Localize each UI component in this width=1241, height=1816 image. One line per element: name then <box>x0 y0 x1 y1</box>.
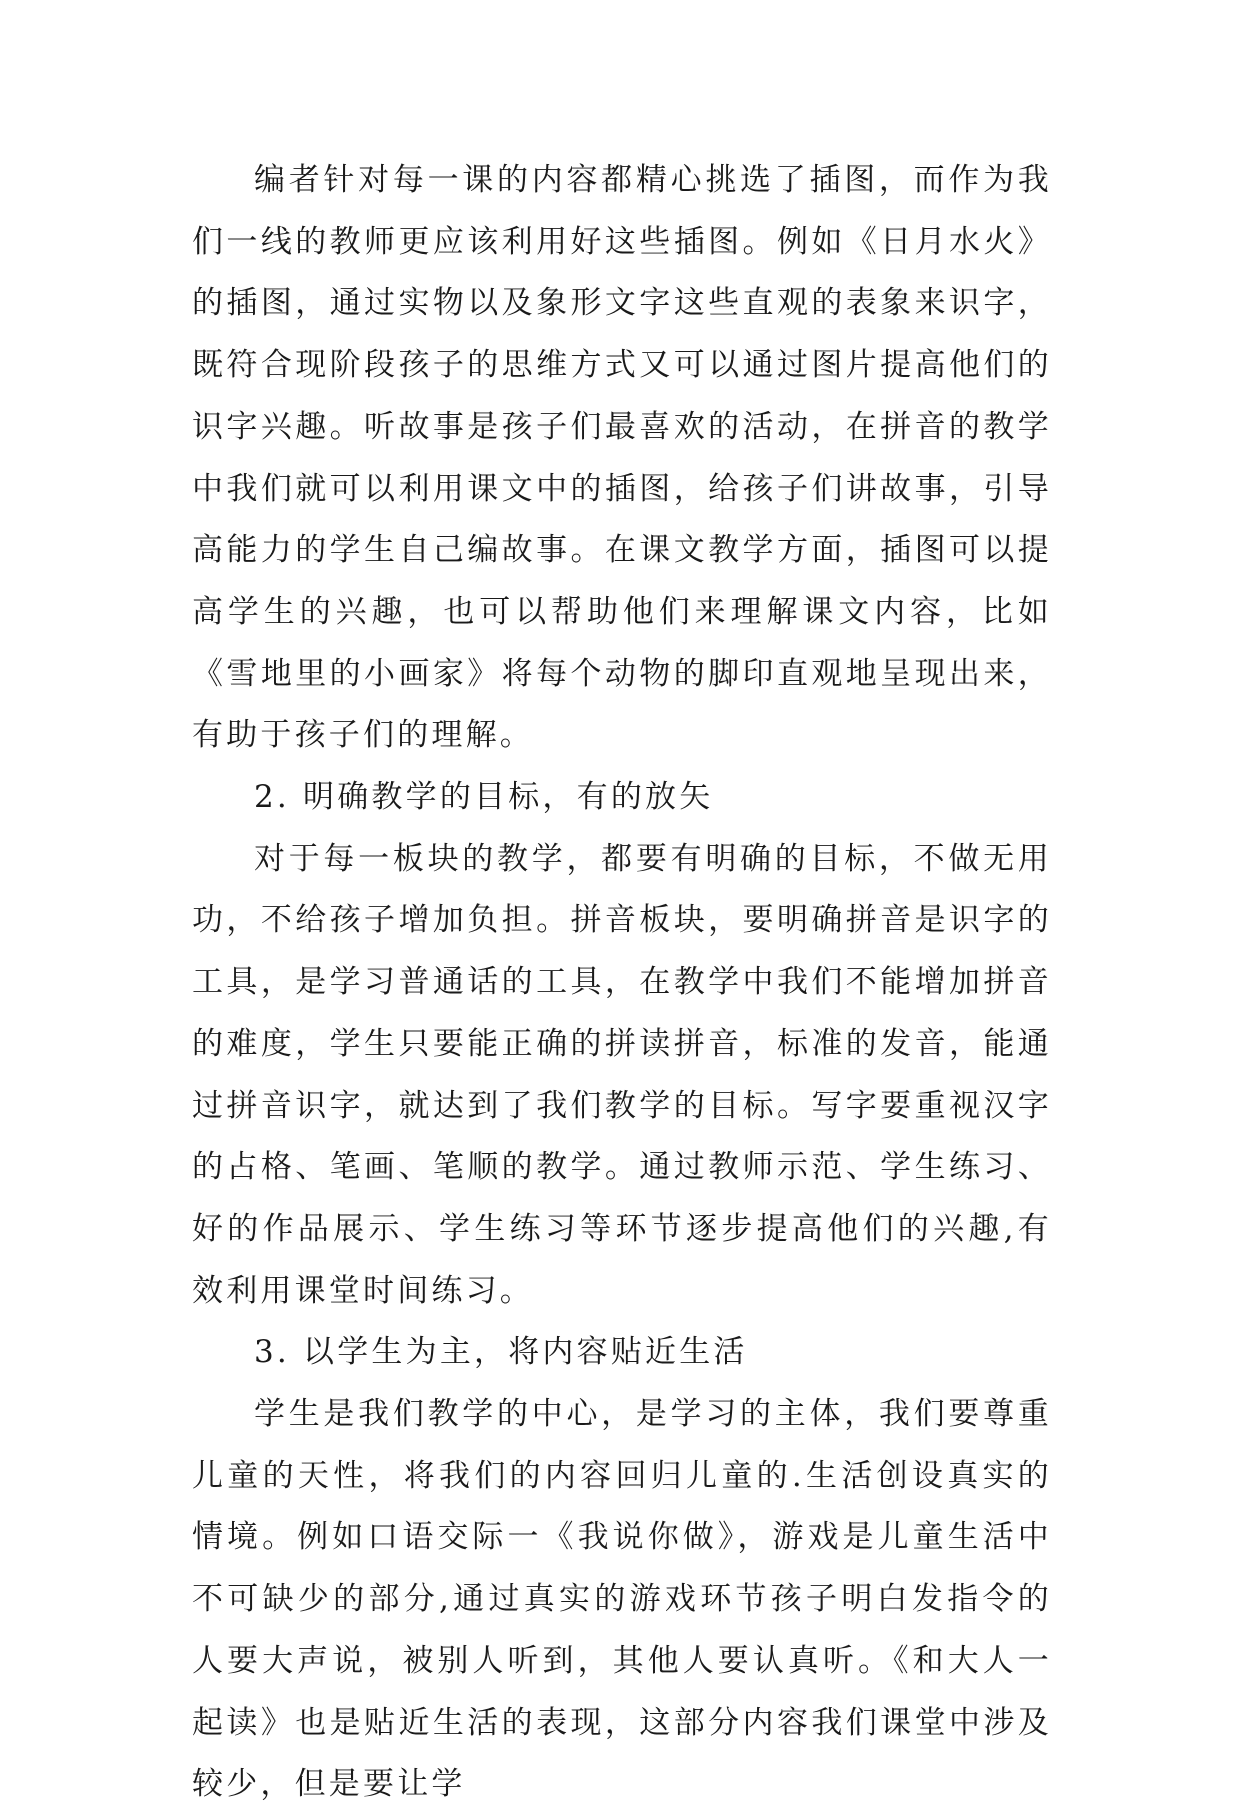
section-heading-3: 3. 以学生为主，将内容贴近生活 <box>254 1334 748 1371</box>
paragraph-illustrations: 编者针对每一课的内容都精心挑选了插图，而作为我们一线的教师更应该利用好这些插图。例如《日月水火》的插图，通过实物以及象形文字这些直观的表象来识字，既符合现阶段孩子的思维方式又可以通过图片提高他们的识字兴趣。听故事是孩子们最喜欢的活动，在拼音的教学中我们就可以利用课文中的插图，给孩子们讲故事，引导高能力的学生自己编故事。在课文教学方面，插图可以提高学生的兴趣，也可以帮助他们来理解课文内容，比如《雪地里的小画家》将每个动物的脚印直观地呈现出来，有助于孩子们的理解。 <box>192 162 1052 754</box>
paragraph-student-centered: 学生是我们教学的中心，是学习的主体，我们要尊重儿童的天性，将我们的内容回归儿童的.生活创设真实的情境。例如口语交际一《我说你做》，游戏是儿童生活中不可缺少的部分,通过真实的游戏环节孩子明白发指令的人要大声说，被别人听到，其他人要认真听。《和大人一起读》也是贴近生活的表现，这部分内容我们课堂中涉及较少，但是要让学 <box>192 1396 1052 1803</box>
paragraph-teaching-goals: 对于每一板块的教学，都要有明确的目标，不做无用功，不给孩子增加负担。拼音板块，要明确拼音是识字的工具，是学习普通话的工具，在教学中我们不能增加拼音的难度，学生只要能正确的拼读拼音，标准的发音，能通过拼音识字，就达到了我们教学的目标。写字要重视汉字的占格、笔画、笔顺的教学。通过教师示范、学生练习、好的作品展示、学生练习等环节逐步提高他们的兴趣,有效利用课堂时间练习。 <box>192 840 1052 1309</box>
section-heading-2: 2. 明确教学的目标，有的放矢 <box>254 779 714 816</box>
document-page <box>192 150 1052 1816</box>
